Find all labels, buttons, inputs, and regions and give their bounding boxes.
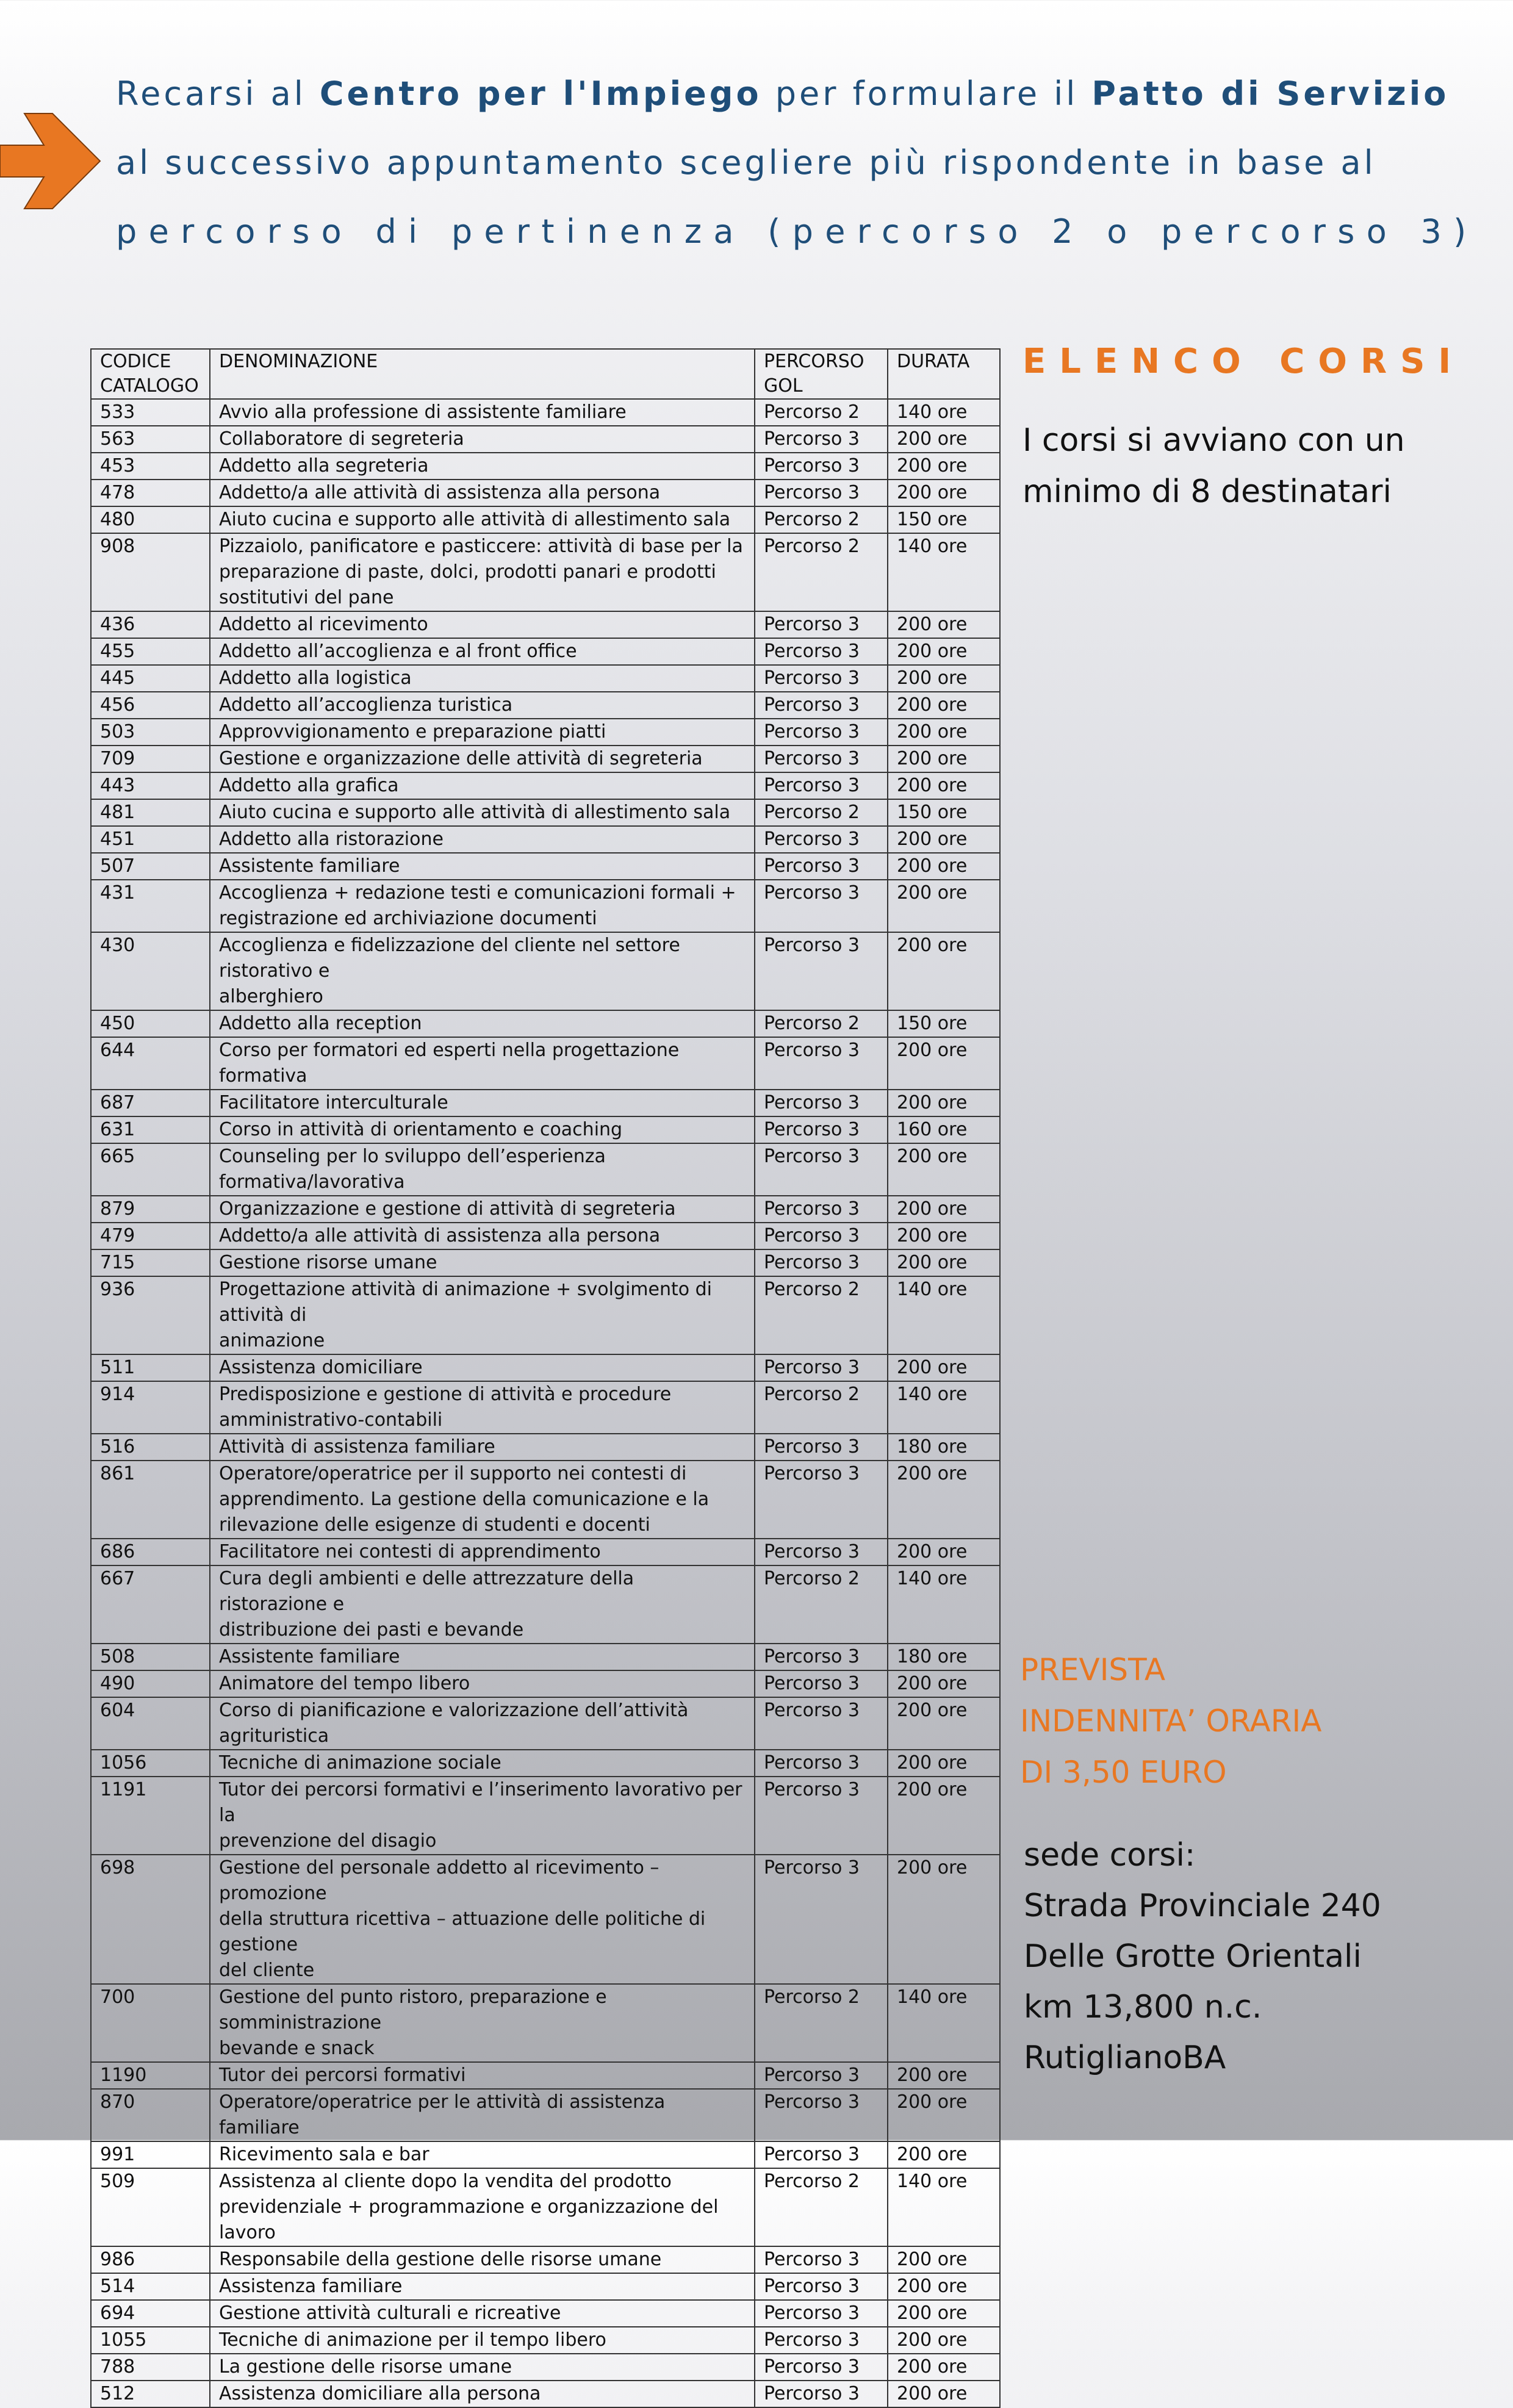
- course-name-cell: Cura degli ambienti e delle attrezzature della ristorazione e distribuzione dei pasti e bevande: [210, 1565, 755, 1644]
- table-row: [91, 1855, 1000, 1984]
- gol-path-cell: Percorso 3: [755, 480, 888, 506]
- catalog-code-cell: 533: [91, 399, 210, 426]
- gol-path-cell: Percorso 3: [755, 1434, 888, 1461]
- courses-table: [90, 348, 1001, 2408]
- duration-cell: 200 ore: [888, 719, 1000, 746]
- table-row: [91, 1461, 1000, 1539]
- patto-servizio-emphasis: Patto di Servizio: [1091, 74, 1450, 113]
- gol-path-cell: Percorso 3: [755, 1697, 888, 1750]
- table-row: [91, 1984, 1000, 2062]
- course-name-cell: Assistente familiare: [210, 1644, 755, 1670]
- gol-path-cell: Percorso 3: [755, 1116, 888, 1143]
- catalog-code-cell: 715: [91, 1249, 210, 1276]
- course-name-cell: Organizzazione e gestione di attività di segreteria: [210, 1196, 755, 1223]
- duration-cell: 200 ore: [888, 1670, 1000, 1697]
- course-name-cell: Addetto all’accoglienza turistica: [210, 692, 755, 719]
- catalog-code-cell: 1056: [91, 1750, 210, 1777]
- gol-path-cell: Percorso 3: [755, 453, 888, 480]
- catalog-code-cell: 709: [91, 746, 210, 772]
- catalog-code-cell: 436: [91, 611, 210, 638]
- duration-cell: 200 ore: [888, 665, 1000, 692]
- duration-cell: 140 ore: [888, 1565, 1000, 1644]
- catalog-code-cell: 870: [91, 2089, 210, 2141]
- catalog-code-cell: 453: [91, 453, 210, 480]
- table-row: [91, 2381, 1000, 2407]
- table-row: [91, 453, 1000, 480]
- catalog-code-cell: 490: [91, 1670, 210, 1697]
- table-row: [91, 1037, 1000, 1090]
- duration-cell: 200 ore: [888, 1037, 1000, 1090]
- table-row: [91, 746, 1000, 772]
- gol-path-cell: Percorso 3: [755, 1090, 888, 1116]
- catalog-code-cell: 631: [91, 1116, 210, 1143]
- duration-cell: 200 ore: [888, 1750, 1000, 1777]
- table-row: [91, 1196, 1000, 1223]
- catalog-code-cell: 503: [91, 719, 210, 746]
- gol-path-cell: Percorso 3: [755, 638, 888, 665]
- gol-path-cell: Percorso 3: [755, 932, 888, 1010]
- gol-path-cell: Percorso 3: [755, 1461, 888, 1539]
- catalog-code-cell: 986: [91, 2246, 210, 2273]
- catalog-code-cell: 700: [91, 1984, 210, 2062]
- catalog-code-cell: 908: [91, 533, 210, 611]
- table-row: [91, 1276, 1000, 1354]
- gol-path-cell: Percorso 3: [755, 2300, 888, 2327]
- table-row: [91, 2327, 1000, 2354]
- gol-path-cell: Percorso 2: [755, 1381, 888, 1434]
- gol-path-cell: Percorso 2: [755, 2168, 888, 2246]
- duration-cell: 200 ore: [888, 2246, 1000, 2273]
- table-row: [91, 480, 1000, 506]
- gol-path-cell: Percorso 3: [755, 1644, 888, 1670]
- table-row: [91, 1750, 1000, 1777]
- course-name-header: DENOMINAZIONE: [210, 349, 755, 399]
- table-row: [91, 692, 1000, 719]
- course-name-cell: Tutor dei percorsi formativi e l’inserimento lavorativo per la prevenzione del disagio: [210, 1777, 755, 1855]
- course-name-cell: Addetto al ricevimento: [210, 611, 755, 638]
- course-name-cell: Accoglienza + redazione testi e comunicazioni formali + registrazione ed archiviazione documenti: [210, 880, 755, 932]
- table-row: [91, 638, 1000, 665]
- hourly-allowance-note: PREVISTA INDENNITA’ ORARIA DI 3,50 EURO: [1020, 1652, 1322, 1790]
- table-row: [91, 1670, 1000, 1697]
- gol-path-cell: Percorso 2: [755, 799, 888, 826]
- duration-cell: 200 ore: [888, 480, 1000, 506]
- table-row: [91, 2062, 1000, 2089]
- duration-cell: 140 ore: [888, 1381, 1000, 1434]
- duration-cell: 160 ore: [888, 1116, 1000, 1143]
- catalog-code-cell: 694: [91, 2300, 210, 2327]
- course-name-cell: Progettazione attività di animazione + svolgimento di attività di animazione: [210, 1276, 755, 1354]
- duration-cell: 200 ore: [888, 453, 1000, 480]
- catalog-code-cell: 644: [91, 1037, 210, 1090]
- table-row: [91, 506, 1000, 533]
- catalog-code-cell: 1190: [91, 2062, 210, 2089]
- duration-cell: 200 ore: [888, 2141, 1000, 2168]
- duration-cell: 150 ore: [888, 506, 1000, 533]
- duration-cell: 200 ore: [888, 1855, 1000, 1984]
- gol-path-cell: Percorso 3: [755, 2273, 888, 2300]
- duration-cell: 200 ore: [888, 1354, 1000, 1381]
- duration-cell: 180 ore: [888, 1644, 1000, 1670]
- duration-cell: 200 ore: [888, 880, 1000, 932]
- catalog-code-cell: 563: [91, 426, 210, 453]
- course-name-cell: Counseling per lo sviluppo dell’esperienza formativa/lavorativa: [210, 1143, 755, 1196]
- catalog-code-cell: 687: [91, 1090, 210, 1116]
- gol-path-header: PERCORSO GOL: [755, 349, 888, 399]
- catalog-code-cell: 991: [91, 2141, 210, 2168]
- gol-path-cell: Percorso 3: [755, 1750, 888, 1777]
- minimum-participants-note: I corsi si avviano con un minimo di 8 destinatari: [1022, 422, 1405, 510]
- gol-path-cell: Percorso 3: [755, 880, 888, 932]
- courses-table-body: [91, 349, 1000, 2407]
- catalog-code-cell: 431: [91, 880, 210, 932]
- catalog-code-cell: 686: [91, 1539, 210, 1565]
- course-name-cell: Tecniche di animazione sociale: [210, 1750, 755, 1777]
- gol-path-cell: Percorso 3: [755, 1354, 888, 1381]
- table-row: [91, 2141, 1000, 2168]
- course-name-cell: La gestione delle risorse umane: [210, 2354, 755, 2381]
- table-row: [91, 1644, 1000, 1670]
- right-arrow-icon: [0, 110, 102, 212]
- course-name-cell: Attività di assistenza familiare: [210, 1434, 755, 1461]
- course-name-cell: Pizzaiolo, panificatore e pasticcere: attività di base per la preparazione di paste, dolci, prodotti panari e prodotti sostitutivi del pane: [210, 533, 755, 611]
- headline-line-2: al successivo appuntamento scegliere più rispondente in base al: [116, 143, 1376, 182]
- headline-line-3: percorso di pertinenza (percorso 2 o percorso 3): [116, 212, 1478, 251]
- gol-path-cell: Percorso 3: [755, 665, 888, 692]
- duration-cell: 200 ore: [888, 1539, 1000, 1565]
- course-name-cell: Gestione attività culturali e ricreative: [210, 2300, 755, 2327]
- catalog-code-cell: 509: [91, 2168, 210, 2246]
- gol-path-cell: Percorso 3: [755, 1777, 888, 1855]
- table-row: [91, 2168, 1000, 2246]
- course-name-cell: Predisposizione e gestione di attività e procedure amministrativo-contabili: [210, 1381, 755, 1434]
- gol-path-cell: Percorso 3: [755, 2062, 888, 2089]
- table-row: [91, 399, 1000, 426]
- catalog-code-cell: 430: [91, 932, 210, 1010]
- duration-cell: 200 ore: [888, 746, 1000, 772]
- catalog-code-header: CODICE CATALOGO: [91, 349, 210, 399]
- gol-path-cell: Percorso 3: [755, 2246, 888, 2273]
- gol-path-cell: Percorso 2: [755, 1984, 888, 2062]
- table-row: [91, 2300, 1000, 2327]
- duration-cell: 200 ore: [888, 826, 1000, 853]
- table-row: [91, 1143, 1000, 1196]
- duration-cell: 140 ore: [888, 399, 1000, 426]
- course-name-cell: Addetto/a alle attività di assistenza alla persona: [210, 480, 755, 506]
- table-row: [91, 719, 1000, 746]
- table-row: [91, 1223, 1000, 1249]
- table-header-row: [91, 349, 1000, 399]
- course-location-address: sede corsi: Strada Provinciale 240 Delle Grotte Orientali km 13,800 n.c. RutiglianoBA: [1024, 1837, 1381, 2076]
- course-name-cell: Animatore del tempo libero: [210, 1670, 755, 1697]
- gol-path-cell: Percorso 3: [755, 1249, 888, 1276]
- catalog-code-cell: 445: [91, 665, 210, 692]
- catalog-code-cell: 861: [91, 1461, 210, 1539]
- table-row: [91, 665, 1000, 692]
- catalog-code-cell: 1191: [91, 1777, 210, 1855]
- course-name-cell: Avvio alla professione di assistente familiare: [210, 399, 755, 426]
- table-row: [91, 1565, 1000, 1644]
- table-row: [91, 1434, 1000, 1461]
- table-row: [91, 932, 1000, 1010]
- duration-cell: 200 ore: [888, 426, 1000, 453]
- table-row: [91, 1354, 1000, 1381]
- course-name-cell: Assistenza al cliente dopo la vendita del prodotto previdenziale + programmazione e organizzazione del lavoro: [210, 2168, 755, 2246]
- duration-cell: 150 ore: [888, 799, 1000, 826]
- course-name-cell: Collaboratore di segreteria: [210, 426, 755, 453]
- catalog-code-cell: 604: [91, 1697, 210, 1750]
- table-row: [91, 2089, 1000, 2141]
- catalog-code-cell: 507: [91, 853, 210, 880]
- catalog-code-cell: 1055: [91, 2327, 210, 2354]
- table-row: [91, 1116, 1000, 1143]
- duration-cell: 200 ore: [888, 692, 1000, 719]
- course-name-cell: Addetto alla ristorazione: [210, 826, 755, 853]
- course-name-cell: Assistenza domiciliare alla persona: [210, 2381, 755, 2407]
- gol-path-cell: Percorso 3: [755, 772, 888, 799]
- catalog-code-cell: 665: [91, 1143, 210, 1196]
- course-name-cell: Gestione del punto ristoro, preparazione e somministrazione bevande e snack: [210, 1984, 755, 2062]
- duration-cell: 140 ore: [888, 533, 1000, 611]
- catalog-code-cell: 514: [91, 2273, 210, 2300]
- catalog-code-cell: 479: [91, 1223, 210, 1249]
- duration-header: DURATA: [888, 349, 1000, 399]
- catalog-code-cell: 511: [91, 1354, 210, 1381]
- course-name-cell: Gestione del personale addetto al ricevimento – promozione della struttura ricettiva – attuazione delle politiche di gestione del cliente: [210, 1855, 755, 1984]
- catalog-code-cell: 667: [91, 1565, 210, 1644]
- duration-cell: 200 ore: [888, 2354, 1000, 2381]
- centro-impiego-emphasis: Centro per l'Impiego: [319, 74, 762, 113]
- table-row: [91, 426, 1000, 453]
- duration-cell: 200 ore: [888, 772, 1000, 799]
- course-name-cell: Facilitatore interculturale: [210, 1090, 755, 1116]
- duration-cell: 140 ore: [888, 1276, 1000, 1354]
- gol-path-cell: Percorso 2: [755, 506, 888, 533]
- table-row: [91, 1539, 1000, 1565]
- duration-cell: 200 ore: [888, 2381, 1000, 2407]
- catalog-code-cell: 508: [91, 1644, 210, 1670]
- catalog-code-cell: 698: [91, 1855, 210, 1984]
- gol-path-cell: Percorso 2: [755, 1565, 888, 1644]
- catalog-code-cell: 914: [91, 1381, 210, 1434]
- table-row: [91, 799, 1000, 826]
- table-row: [91, 2246, 1000, 2273]
- course-name-cell: Addetto alla reception: [210, 1010, 755, 1037]
- catalog-code-cell: 456: [91, 692, 210, 719]
- catalog-code-cell: 455: [91, 638, 210, 665]
- gol-path-cell: Percorso 3: [755, 853, 888, 880]
- duration-cell: 200 ore: [888, 611, 1000, 638]
- gol-path-cell: Percorso 3: [755, 2141, 888, 2168]
- catalog-code-cell: 443: [91, 772, 210, 799]
- duration-cell: 200 ore: [888, 1461, 1000, 1539]
- gol-path-cell: Percorso 3: [755, 1539, 888, 1565]
- duration-cell: 200 ore: [888, 2300, 1000, 2327]
- course-name-cell: Gestione risorse umane: [210, 1249, 755, 1276]
- table-row: [91, 772, 1000, 799]
- gol-path-cell: Percorso 3: [755, 2381, 888, 2407]
- catalog-code-cell: 481: [91, 799, 210, 826]
- duration-cell: 180 ore: [888, 1434, 1000, 1461]
- gol-path-cell: Percorso 3: [755, 1223, 888, 1249]
- headline-line-1: Recarsi al Centro per l'Impiego per formulare il Patto di Servizio: [116, 74, 1450, 113]
- table-row: [91, 1249, 1000, 1276]
- duration-cell: 200 ore: [888, 1090, 1000, 1116]
- catalog-code-cell: 450: [91, 1010, 210, 1037]
- gol-path-cell: Percorso 2: [755, 533, 888, 611]
- table-row: [91, 880, 1000, 932]
- gol-path-cell: Percorso 3: [755, 826, 888, 853]
- course-name-cell: Facilitatore nei contesti di apprendimento: [210, 1539, 755, 1565]
- course-name-cell: Corso di pianificazione e valorizzazione dell’attività agrituristica: [210, 1697, 755, 1750]
- gol-path-cell: Percorso 3: [755, 746, 888, 772]
- duration-cell: 140 ore: [888, 1984, 1000, 2062]
- table-row: [91, 1090, 1000, 1116]
- table-row: [91, 2273, 1000, 2300]
- table-row: [91, 1697, 1000, 1750]
- gol-path-cell: Percorso 3: [755, 426, 888, 453]
- duration-cell: 140 ore: [888, 2168, 1000, 2246]
- gol-path-cell: Percorso 3: [755, 2354, 888, 2381]
- course-name-cell: Operatore/operatrice per il supporto nei contesti di apprendimento. La gestione della comunicazione e la rilevazione delle esigenze di studenti e docenti: [210, 1461, 755, 1539]
- course-name-cell: Gestione e organizzazione delle attività di segreteria: [210, 746, 755, 772]
- table-row: [91, 1381, 1000, 1434]
- table-row: [91, 611, 1000, 638]
- course-name-cell: Addetto alla logistica: [210, 665, 755, 692]
- gol-path-cell: Percorso 3: [755, 1143, 888, 1196]
- gol-path-cell: Percorso 3: [755, 719, 888, 746]
- duration-cell: 200 ore: [888, 1697, 1000, 1750]
- course-name-cell: Corso per formatori ed esperti nella progettazione formativa: [210, 1037, 755, 1090]
- duration-cell: 200 ore: [888, 1777, 1000, 1855]
- catalog-code-cell: 879: [91, 1196, 210, 1223]
- course-name-cell: Addetto alla grafica: [210, 772, 755, 799]
- duration-cell: 200 ore: [888, 638, 1000, 665]
- catalog-code-cell: 478: [91, 480, 210, 506]
- course-name-cell: Accoglienza e fidelizzazione del cliente nel settore ristorativo e alberghiero: [210, 932, 755, 1010]
- course-name-cell: Assistente familiare: [210, 853, 755, 880]
- table-row: [91, 2354, 1000, 2381]
- catalog-code-cell: 451: [91, 826, 210, 853]
- gol-path-cell: Percorso 3: [755, 1037, 888, 1090]
- gol-path-cell: Percorso 3: [755, 1196, 888, 1223]
- course-name-cell: Operatore/operatrice per le attività di assistenza familiare: [210, 2089, 755, 2141]
- gol-path-cell: Percorso 2: [755, 399, 888, 426]
- course-name-cell: Tecniche di animazione per il tempo libero: [210, 2327, 755, 2354]
- duration-cell: 200 ore: [888, 2327, 1000, 2354]
- course-name-cell: Assistenza familiare: [210, 2273, 755, 2300]
- course-name-cell: Responsabile della gestione delle risorse umane: [210, 2246, 755, 2273]
- table-row: [91, 853, 1000, 880]
- course-name-cell: Corso in attività di orientamento e coaching: [210, 1116, 755, 1143]
- catalog-code-cell: 516: [91, 1434, 210, 1461]
- gol-path-cell: Percorso 2: [755, 1276, 888, 1354]
- catalog-code-cell: 480: [91, 506, 210, 533]
- table-row: [91, 533, 1000, 611]
- duration-cell: 200 ore: [888, 1196, 1000, 1223]
- table-row: [91, 826, 1000, 853]
- courses-list-title: ELENCO CORSI: [1022, 342, 1465, 381]
- duration-cell: 200 ore: [888, 1249, 1000, 1276]
- table-row: [91, 1010, 1000, 1037]
- duration-cell: 200 ore: [888, 1143, 1000, 1196]
- duration-cell: 200 ore: [888, 932, 1000, 1010]
- gol-path-cell: Percorso 3: [755, 692, 888, 719]
- duration-cell: 200 ore: [888, 2273, 1000, 2300]
- gol-path-cell: Percorso 3: [755, 1855, 888, 1984]
- gol-path-cell: Percorso 3: [755, 1670, 888, 1697]
- gol-path-cell: Percorso 3: [755, 611, 888, 638]
- duration-cell: 200 ore: [888, 2062, 1000, 2089]
- duration-cell: 200 ore: [888, 853, 1000, 880]
- course-name-cell: Addetto all’accoglienza e al front office: [210, 638, 755, 665]
- duration-cell: 150 ore: [888, 1010, 1000, 1037]
- course-name-cell: Addetto alla segreteria: [210, 453, 755, 480]
- duration-cell: 200 ore: [888, 1223, 1000, 1249]
- course-name-cell: Tutor dei percorsi formativi: [210, 2062, 755, 2089]
- table-row: [91, 1777, 1000, 1855]
- duration-cell: 200 ore: [888, 2089, 1000, 2141]
- catalog-code-cell: 936: [91, 1276, 210, 1354]
- course-name-cell: Approvvigionamento e preparazione piatti: [210, 719, 755, 746]
- course-name-cell: Aiuto cucina e supporto alle attività di allestimento sala: [210, 506, 755, 533]
- course-name-cell: Aiuto cucina e supporto alle attività di allestimento sala: [210, 799, 755, 826]
- catalog-code-cell: 788: [91, 2354, 210, 2381]
- course-name-cell: Ricevimento sala e bar: [210, 2141, 755, 2168]
- gol-path-cell: Percorso 3: [755, 2089, 888, 2141]
- gol-path-cell: Percorso 2: [755, 1010, 888, 1037]
- gol-path-cell: Percorso 3: [755, 2327, 888, 2354]
- course-name-cell: Addetto/a alle attività di assistenza alla persona: [210, 1223, 755, 1249]
- catalog-code-cell: 512: [91, 2381, 210, 2407]
- course-name-cell: Assistenza domiciliare: [210, 1354, 755, 1381]
